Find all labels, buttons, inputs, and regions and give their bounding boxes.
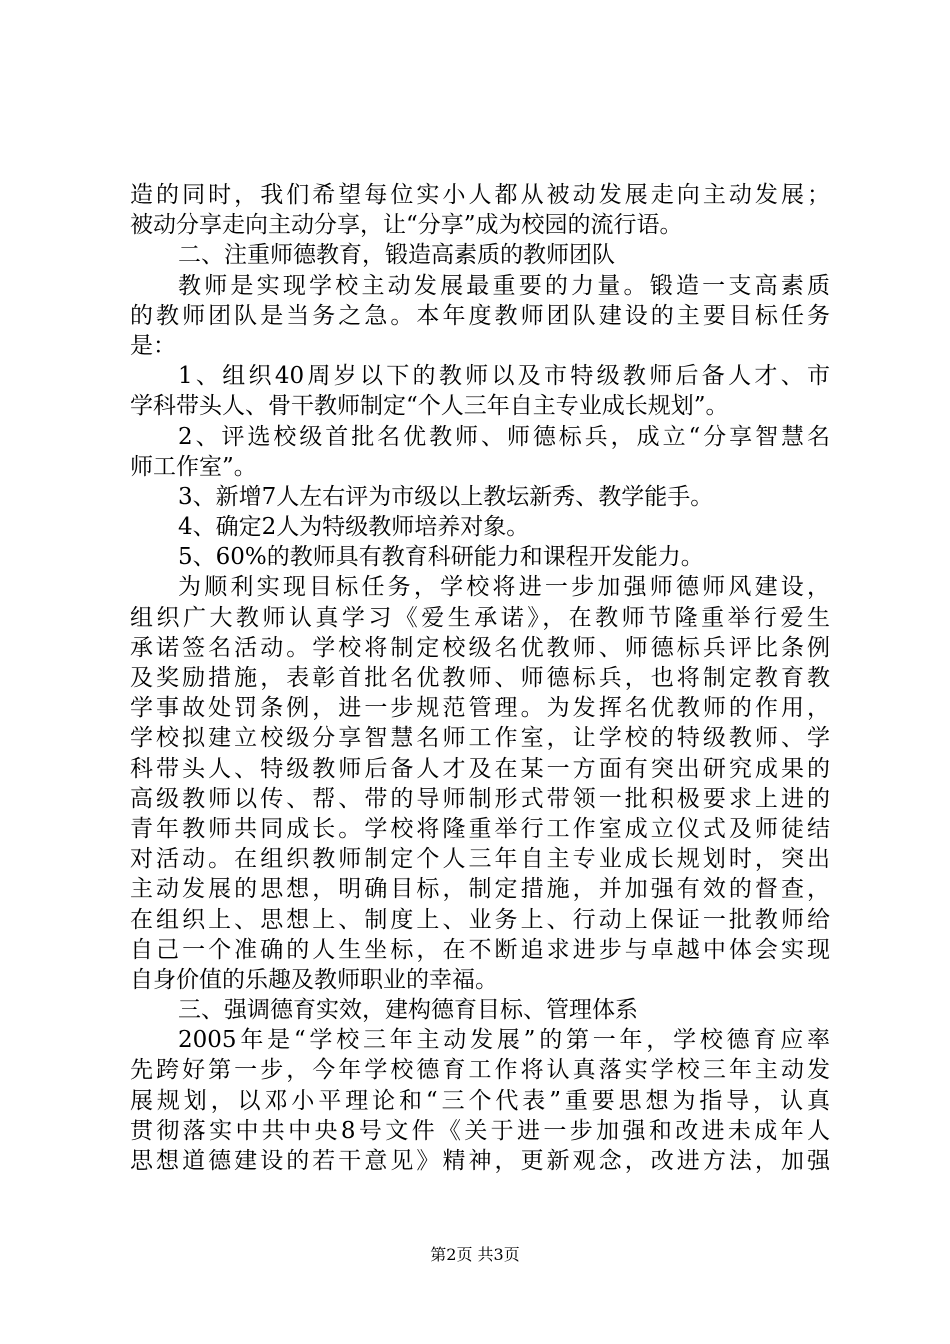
text-line: 教师是实现学校主动发展最重要的力量。锻造一支高素质 (178, 272, 830, 299)
text-line: 贯彻落实中共中央8号文件《关于进一步加强和改进未成年人 (130, 1117, 830, 1144)
text-line: 师工作室”。 (130, 453, 257, 480)
text-line: 组织广大教师认真学习《爱生承诺》，在教师节隆重举行爱生 (130, 604, 830, 631)
text-line: 3、新增7人左右评为市级以上教坛新秀、教学能手。 (178, 483, 714, 510)
text-line: 及奖励措施，表彰首批名优教师、师德标兵，也将制定教育教 (130, 665, 830, 691)
text-line: 主动发展的思想，明确目标，制定措施，并加强有效的督查， (130, 876, 830, 903)
text-line: 为顺利实现目标任务，学校将进一步加强师德师风建设， (178, 574, 830, 601)
text-line: 学校拟建立校级分享智慧名师工作室，让学校的特级教师、学 (130, 725, 830, 752)
text-line: 学事故处罚条例，进一步规范管理。为发挥名优教师的作用， (130, 695, 830, 722)
text-line: 高级教师以传、帮、带的导师制形式带领一批积极要求上进的 (130, 785, 830, 812)
text-line: 自身价值的乐趣及教师职业的幸福。 (130, 966, 498, 993)
text-line: 1、组织40周岁以下的教师以及市特级教师后备人才、市 (178, 363, 830, 390)
text-line: 承诺签名活动。学校将制定校级名优教师、师德标兵评比条例 (130, 634, 830, 661)
page-footer: 第2页 共3页 (430, 1245, 520, 1264)
text-line: 思想道德建设的若干意见》精神，更新观念，改进方法，加强 (130, 1148, 830, 1174)
text-line: 的教师团队是当务之急。本年度教师团队建设的主要目标任务 (130, 302, 830, 329)
text-line: 青年教师共同成长。学校将隆重举行工作室成立仪式及师徒结 (130, 815, 830, 842)
text-line: 4、确定2人为特级教师培养对象。 (178, 514, 530, 541)
text-line: 二、注重师德教育，锻造高素质的教师团队 (178, 242, 615, 269)
text-line: 科带头人、特级教师后备人才及在某一方面有突出研究成果的 (130, 755, 830, 782)
text-line: 在组织上、思想上、制度上、业务上、行动上保证一批教师给 (130, 906, 830, 933)
text-line: 被动分享走向主动分享，让“分享”成为校园的流行语。 (130, 212, 683, 239)
text-line: 2、评选校级首批名优教师、师德标兵，成立“分享智慧名 (178, 423, 830, 450)
text-line: 2005年是“学校三年主动发展”的第一年，学校德育应率 (178, 1027, 830, 1054)
text-line: 先跨好第一步，今年学校德育工作将认真落实学校三年主动发 (130, 1057, 830, 1084)
text-line: 展规划，以邓小平理论和“三个代表”重要思想为指导，认真 (130, 1087, 830, 1114)
text-line: 三、强调德育实效，建构德育目标、管理体系 (178, 997, 638, 1024)
text-line: 学科带头人、骨干教师制定“个人三年自主专业成长规划”。 (130, 393, 729, 420)
text-line: 对活动。在组织教师制定个人三年自主专业成长规划时，突出 (130, 846, 830, 873)
text-line: 是： (130, 332, 176, 359)
text-line: 5、60%的教师具有教育科研能力和课程开发能力。 (178, 544, 704, 571)
text-line: 造的同时，我们希望每位实小人都从被动发展走向主动发展； (130, 182, 830, 208)
document-body (130, 180, 830, 1176)
text-line: 自己一个准确的人生坐标，在不断追求进步与卓越中体会实现 (130, 936, 830, 963)
